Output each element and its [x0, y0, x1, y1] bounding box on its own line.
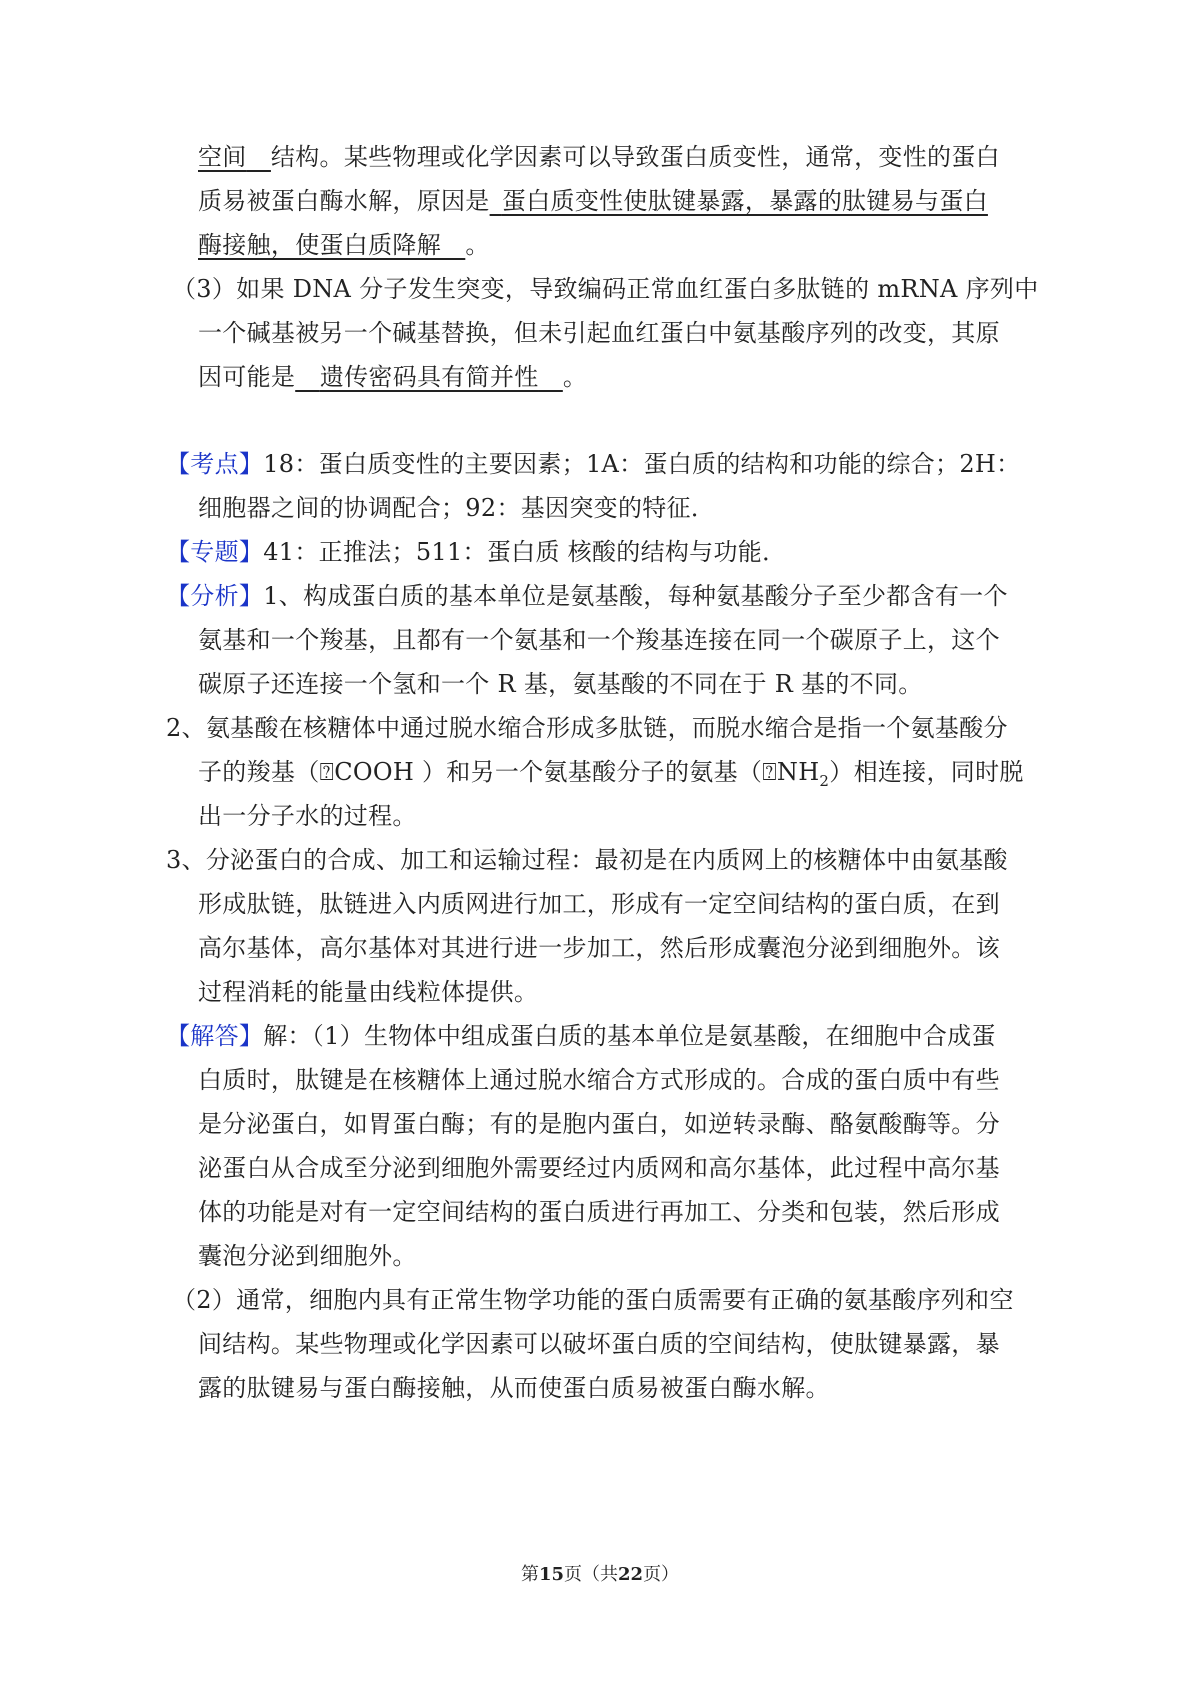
- text-line: 质易被蛋白酶水解，原因是 蛋白质变性使肽键暴露，暴露的肽键易与蛋白: [198, 187, 988, 215]
- text-line: 2、氨基酸在核糖体中通过脱水缩合形成多肽链，而脱水缩合是指一个氨基酸分: [166, 714, 1008, 742]
- text-line: （3）如果 DNA 分子发生突变，导致编码正常血红蛋白多肽链的 mRNA 序列中: [172, 275, 1039, 303]
- text-line: 泌蛋白从合成至分泌到细胞外需要经过内质网和高尔基体，此过程中高尔基: [198, 1154, 1000, 1182]
- page-footer: 第15页（共22页）: [520, 1564, 680, 1585]
- text-line: 是分泌蛋白，如胃蛋白酶；有的是胞内蛋白，如逆转录酶、酪氨酸酶等。分: [198, 1110, 1000, 1138]
- text-line: 过程消耗的能量由线粒体提供。: [198, 978, 539, 1006]
- section-tag-fenxi: 【分析】: [166, 582, 264, 610]
- underlined-answer: 遗传密码具有简并性: [319, 363, 539, 391]
- missing-glyph-icon: ⍰: [762, 758, 777, 786]
- text-line: 出一分子水的过程。: [198, 802, 417, 830]
- section-tag-kaodian: 【考点】: [166, 450, 264, 478]
- text-line: 间结构。某些物理或化学因素可以破坏蛋白质的空间结构，使肽键暴露，暴: [198, 1330, 1000, 1358]
- text-line: 因可能是 遗传密码具有简并性 。: [198, 363, 588, 391]
- text-line: （2）通常，细胞内具有正常生物学功能的蛋白质需要有正确的氨基酸序列和空: [172, 1286, 1014, 1314]
- text-line: 酶接触，使蛋白质降解 。: [198, 231, 490, 259]
- text-line: 形成肽链，肽链进入内质网进行加工，形成有一定空间结构的蛋白质，在到: [198, 890, 1000, 918]
- underlined-answer: 空间: [198, 143, 247, 171]
- text-line: 高尔基体，高尔基体对其进行进一步加工，然后形成囊泡分泌到细胞外。该: [198, 934, 1000, 962]
- text-line: 一个碱基被另一个碱基替换，但未引起血红蛋白中氨基酸序列的改变，其原: [198, 319, 1000, 347]
- section-tag-jieda: 【解答】: [166, 1022, 264, 1050]
- text-line: 空间 结构。某些物理或化学因素可以导致蛋白质变性，通常，变性的蛋白: [198, 143, 1000, 171]
- fenxi-line: 【分析】1、构成蛋白质的基本单位是氨基酸，每种氨基酸分子至少都含有一个: [166, 582, 1008, 610]
- text-line: 子的羧基（⍰COOH ）和另一个氨基酸分子的氨基$(⍰NH_2)$相连接，同时脱: [198, 758, 1024, 790]
- text-line: 氨基和一个羧基，且都有一个氨基和一个羧基连接在同一个碳原子上，这个: [198, 626, 1000, 654]
- kaodian-line: 【考点】18：蛋白质变性的主要因素；1A：蛋白质的结构和功能的综合；2H：: [166, 450, 1021, 478]
- section-tag-zhuanti: 【专题】: [166, 538, 264, 566]
- text-line: 3、分泌蛋白的合成、加工和运输过程：最初是在内质网上的核糖体中由氨基酸: [166, 846, 1008, 874]
- text-line: 囊泡分泌到细胞外。: [198, 1242, 417, 1270]
- jieda-line: 【解答】解：（1）生物体中组成蛋白质的基本单位是氨基酸，在细胞中合成蛋: [166, 1022, 996, 1050]
- underlined-answer: 酶接触，使蛋白质降解: [198, 231, 441, 259]
- text-line: 体的功能是对有一定空间结构的蛋白质进行再加工、分类和包装，然后形成: [198, 1198, 1000, 1226]
- text-line: 露的肽键易与蛋白酶接触，从而使蛋白质易被蛋白酶水解。: [198, 1374, 830, 1402]
- page-total: 22: [618, 1564, 644, 1585]
- zhuanti-line: 【专题】41：正推法；511：蛋白质 核酸的结构与功能．: [166, 538, 787, 566]
- text-line: 白质时，肽键是在核糖体上通过脱水缩合方式形成的。合成的蛋白质中有些: [198, 1066, 1000, 1094]
- text-line: 碳原子还连接一个氢和一个 R 基，氨基酸的不同在于 R 基的不同。: [198, 670, 923, 698]
- underlined-answer: 蛋白质变性使肽键暴露，暴露的肽键易与蛋白: [501, 187, 988, 215]
- text-line: 细胞器之间的协调配合；92：基因突变的特征．: [198, 494, 716, 522]
- page-number: 15: [538, 1564, 564, 1585]
- missing-glyph-icon: ⍰: [319, 758, 335, 786]
